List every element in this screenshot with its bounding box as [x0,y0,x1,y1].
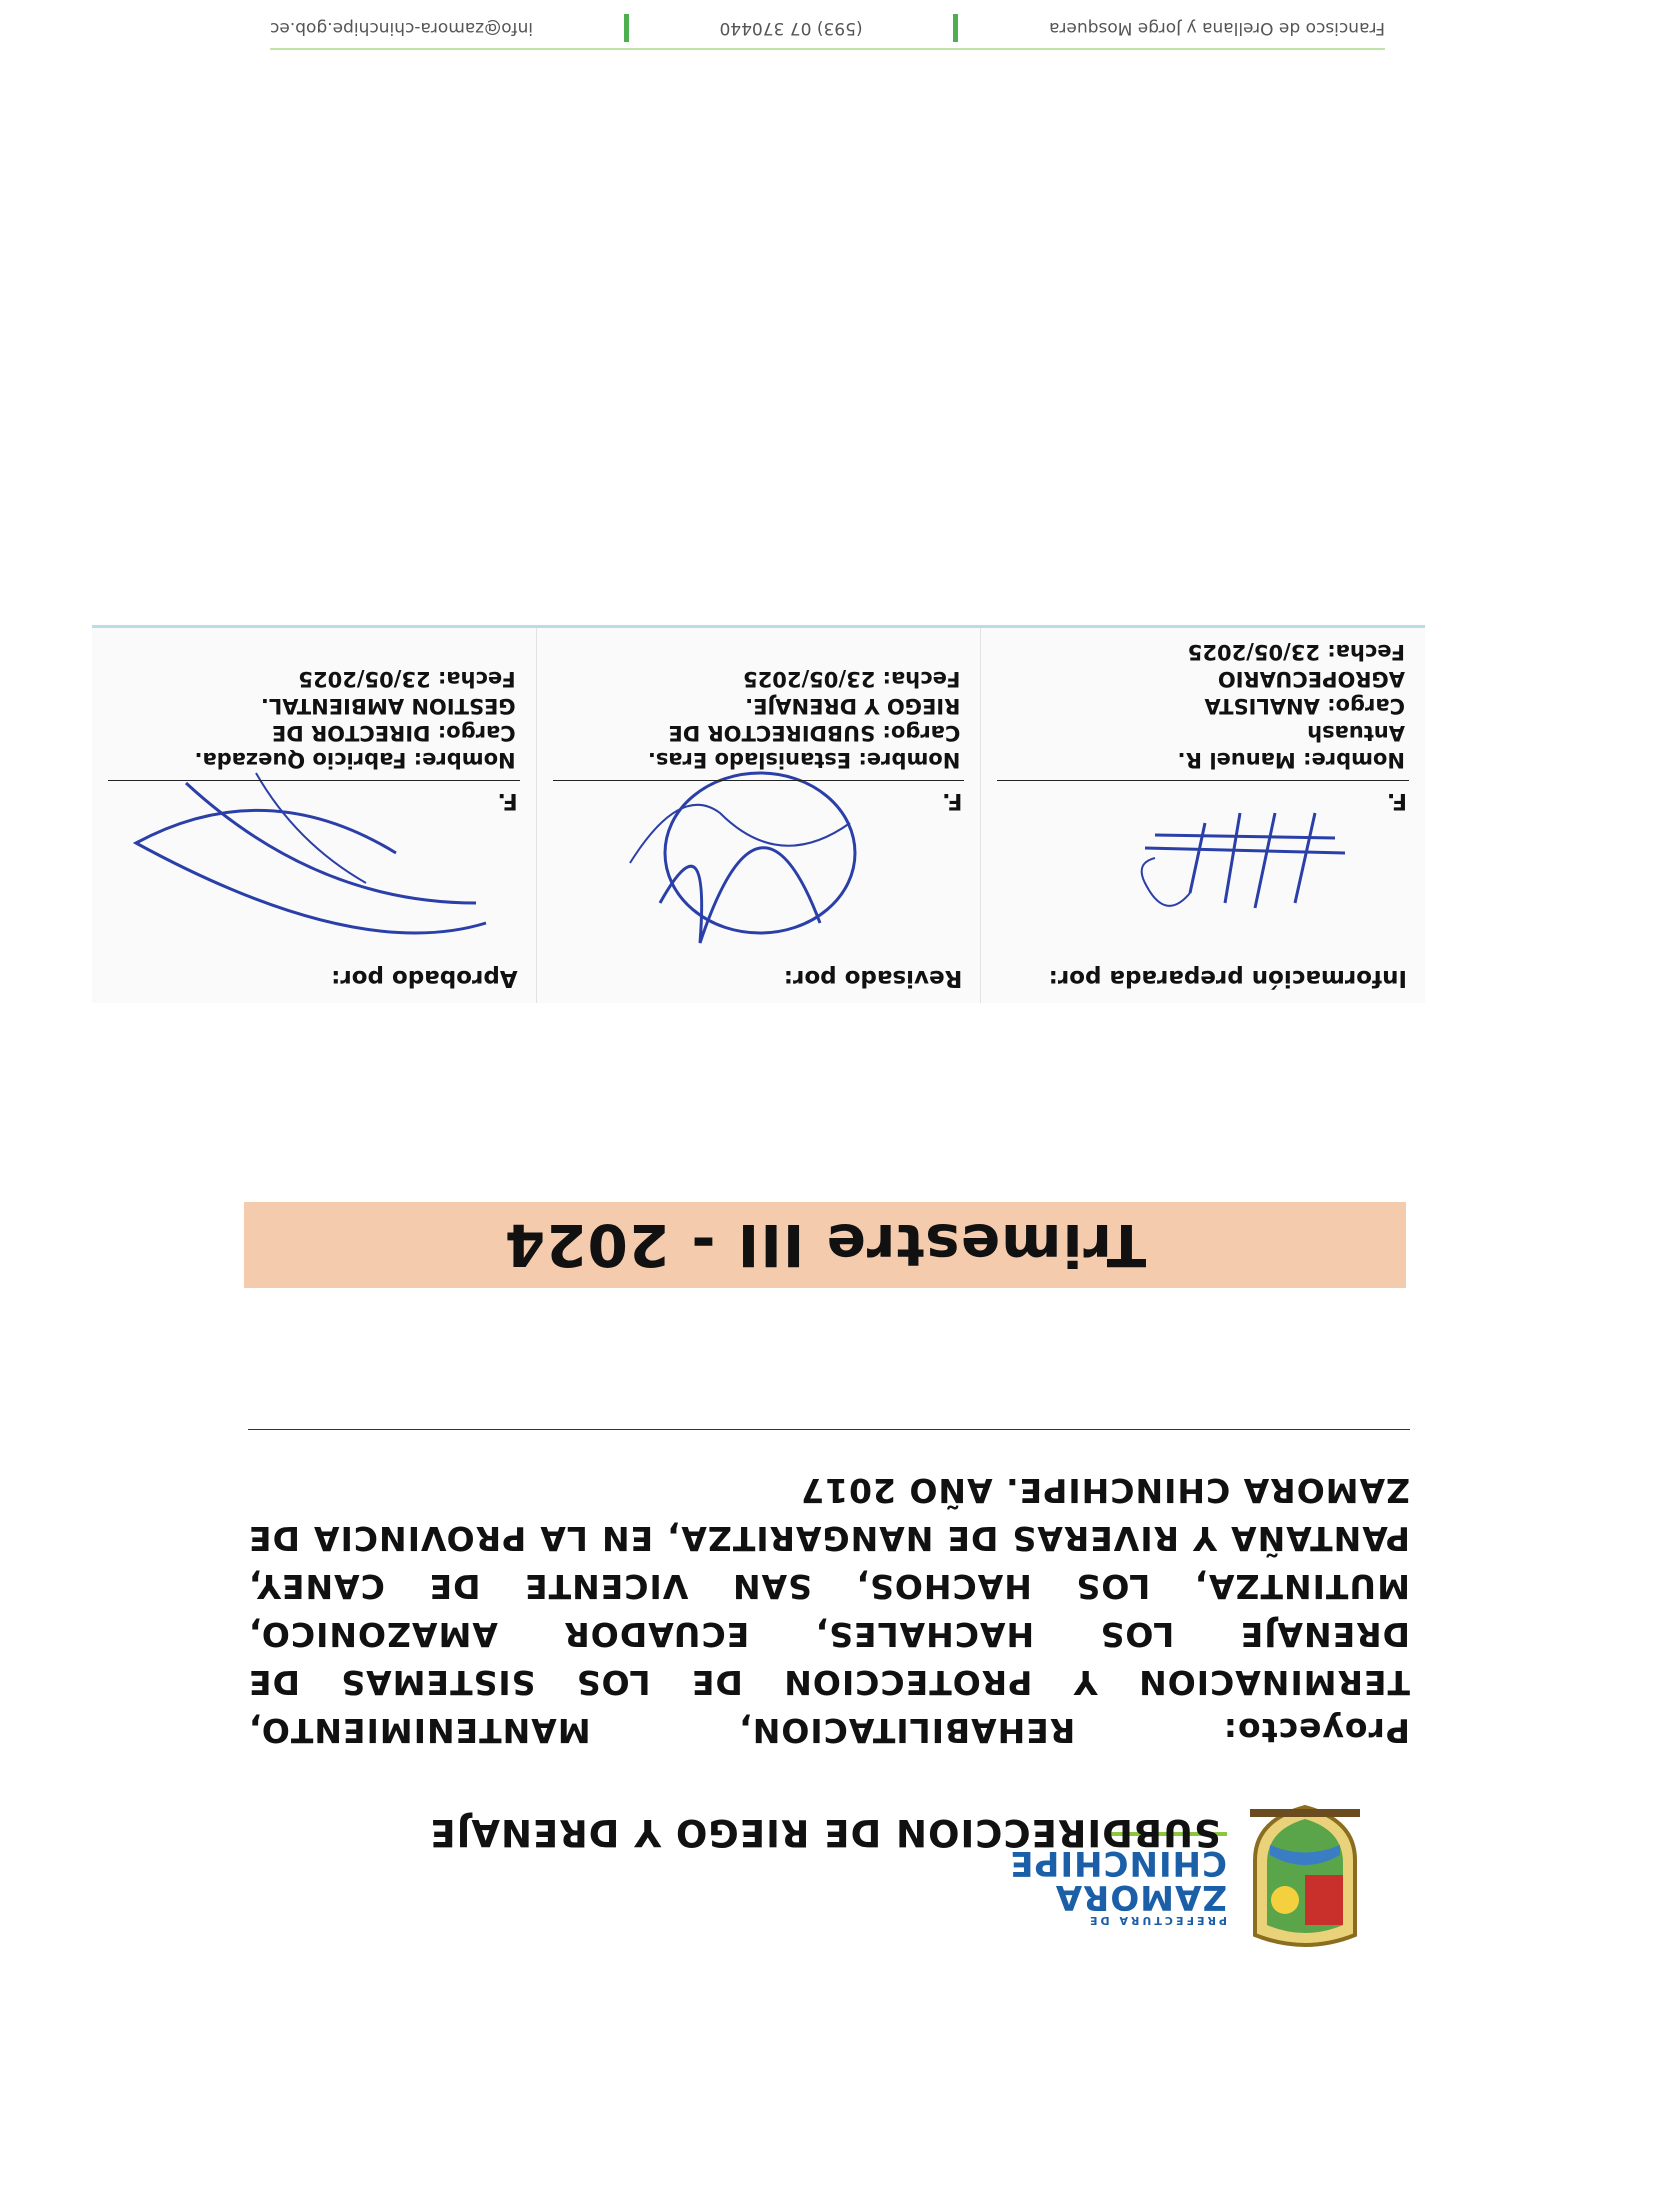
logo-line-2: CHINCHIPE [1009,1843,1227,1883]
logo-line-1: ZAMORA [1054,1877,1227,1917]
footer-email: info@zamora-chinchipe.gob.ec [270,18,534,38]
signature-f-label: F. [497,788,518,813]
signature-line [997,780,1409,781]
divider [248,1429,1410,1430]
signer-line: GESTION AMBIENTAL. [260,694,516,718]
project-label: Proyecto: [1222,1711,1410,1750]
page-footer [270,14,1385,50]
handwritten-signature [116,763,516,963]
footer-phone: (593) 07 370440 [719,18,863,38]
cell-heading: Información preparada por: [1048,965,1407,991]
signer-line: RIEGO Y DRENAJE. [745,694,961,718]
signature-line [553,780,965,781]
signer-line: Fecha: 23/05/2025 [298,667,516,691]
signature-cell-approved [92,628,537,1003]
signer-line: Nombre: Fabricio Quezada. [194,748,516,772]
signer-line: Cargo: DIRECTOR DE [271,721,516,745]
signature-table [92,625,1425,1003]
logo-prefix: PREFECTURA DE [1086,1914,1227,1927]
signer-info [551,665,961,773]
period-label: Trimestre III - 2024 [503,1211,1147,1279]
signer-line: Fecha: 23/05/2025 [1187,640,1405,664]
department-heading: SUBDIRECCION DE RIEGO Y DRENAJE [429,1811,1221,1854]
signer-info [106,665,516,773]
footer-separator [953,14,958,42]
signer-line: Cargo: SUBDIRECTOR DE [668,721,961,745]
signature-cell-prepared [981,628,1425,1003]
signer-line: Cargo: ANALISTA [1204,694,1405,718]
cell-heading: Aprobado por: [331,965,518,991]
signer-line: AGROPECUARIO [1217,667,1405,691]
footer-separator [624,14,629,42]
signature-f-label: F. [1386,788,1407,813]
signer-line: Nombre: Manuel R. [1177,748,1405,772]
signature-line [108,780,520,781]
project-text: REHABILITACION, MANTENIMIENTO, TERMINACION Y PROTECCION DE LOS SISTEMAS DE DRENAJE LOS HACHALES, ECUADOR AMAZONICO, MUTINTZA, LOS HACHOS, SAN VICENTE DE CANEY, PANTAÑA Y RIVERAS DE NANGARITZA, EN LA PROVINCIA DE ZAMORA CHINCHIPE. AÑO 2017 [248,1471,1410,1750]
signer-line: Fecha: 23/05/2025 [743,667,961,691]
project-description [248,1466,1410,1754]
signer-line: Nombre: Estanislado Eras. [647,748,961,772]
footer-address: Francisco de Orellana y Jorge Mosquera [1049,18,1385,38]
period-banner [244,1202,1406,1288]
signer-line: Antuash [1307,721,1405,745]
cell-heading: Revisado por: [783,965,963,991]
signature-cell-reviewed [537,628,982,1003]
signature-f-label: F. [942,788,963,813]
handwritten-signature [560,763,963,963]
handwritten-signature [1005,763,1405,963]
signer-info [995,638,1405,773]
